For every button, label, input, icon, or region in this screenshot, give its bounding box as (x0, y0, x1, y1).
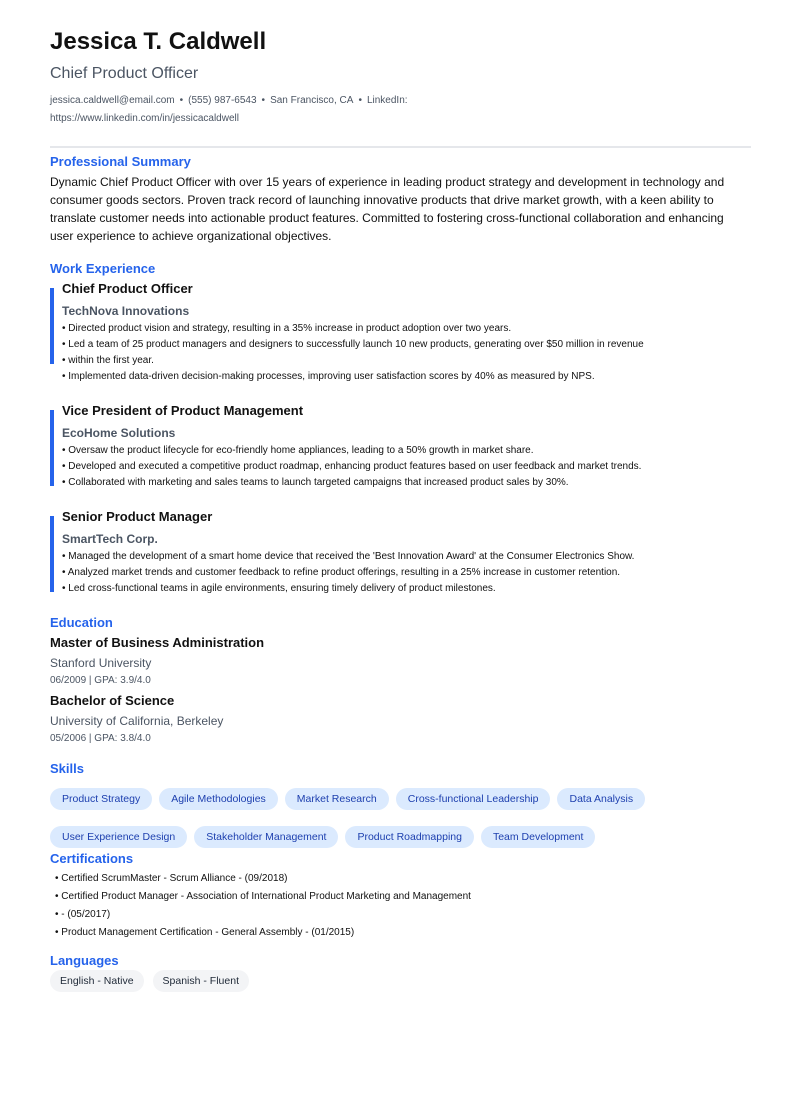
job-role: Chief Product Officer (62, 281, 193, 296)
job-role: Vice President of Product Management (62, 403, 304, 418)
skill-tag: Product Strategy (50, 788, 152, 810)
section-heading-experience: Work Experience (50, 261, 156, 276)
job-bullet: • Directed product vision and strategy, resulting in a 35% increase in product adoption over two years. (62, 323, 512, 334)
contact-email[interactable]: jessica.caldwell@email.com (50, 95, 175, 106)
contact-linkedin-link[interactable]: https://www.linkedin.com/in/jessicacaldwell (50, 113, 239, 124)
section-heading-education: Education (50, 615, 113, 630)
languages-list (50, 970, 751, 992)
separator-dot: • (358, 95, 362, 106)
language-tag: English - Native (50, 970, 144, 992)
section-heading-certifications: Certifications (50, 851, 134, 866)
job-bullet: • Managed the development of a smart home device that received the 'Best Innovation Award' at the Consumer Electronics Show. (62, 551, 635, 562)
education-degree: Bachelor of Science (50, 693, 175, 708)
certification-item: • Product Management Certification - General Assembly - (01/2015) (55, 927, 355, 938)
separator-dot: • (179, 95, 184, 106)
job-bullets (62, 549, 634, 597)
language-tag: Spanish - Fluent (153, 970, 249, 992)
certification-item: • Certified ScrumMaster - Scrum Alliance - (09/2018) (55, 873, 288, 884)
skill-tag: Market Research (285, 788, 389, 810)
skill-tag: Stakeholder Management (194, 826, 338, 848)
skill-tag: Team Development (481, 826, 595, 848)
certification-item: • Certified Product Manager - Association of International Product Marketing and Management (55, 891, 471, 902)
job-bullets (62, 443, 641, 491)
skill-tag: Cross-functional Leadership (396, 788, 551, 810)
job-bullet: • within the first year. (62, 355, 154, 366)
section-heading-summary: Professional Summary (50, 154, 191, 169)
skill-tag: Data Analysis (557, 788, 645, 810)
job-accent-bar (50, 410, 54, 486)
job-bullet: • Implemented data-driven decision-making processes, improving user satisfaction scores by 40% as measured by NPS. (62, 371, 595, 382)
job-bullet: • Analyzed market trends and customer feedback to refine product offerings, resulting in a 25% increase in customer retention. (62, 567, 621, 578)
header-divider (50, 146, 751, 148)
contact-phone[interactable]: (555) 987-6543 (188, 95, 257, 106)
contact-linkedin-label: LinkedIn: (366, 95, 408, 106)
job-bullet: • Collaborated with marketing and sales teams to launch targeted campaigns that increased product sales by 30%. (62, 477, 569, 488)
job-bullet: • Oversaw the product lifecycle for eco-friendly home appliances, leading to a 50% growth in market share. (62, 445, 534, 456)
job-bullets (62, 321, 644, 385)
skill-tag: Agile Methodologies (159, 788, 278, 810)
certification-item: • - (05/2017) (55, 909, 111, 920)
education-school: Stanford University (50, 656, 152, 670)
section-heading-skills: Skills (50, 761, 84, 776)
job-company: EcoHome Solutions (62, 426, 176, 440)
job-bullet: • Led cross-functional teams in agile environments, ensuring timely delivery of product milestones. (62, 583, 496, 594)
skills-list (50, 788, 751, 848)
education-degree: Master of Business Administration (50, 635, 265, 650)
skill-tag: Product Roadmapping (345, 826, 473, 848)
job-accent-bar (50, 288, 54, 364)
section-heading-languages: Languages (50, 953, 119, 968)
job-company: TechNova Innovations (62, 304, 190, 318)
candidate-name: Jessica T. Caldwell (50, 28, 267, 55)
candidate-title: Chief Product Officer (50, 65, 199, 82)
job-role: Senior Product Manager (62, 509, 213, 524)
job-company: SmartTech Corp. (62, 532, 158, 546)
education-school: University of California, Berkeley (50, 714, 224, 728)
job-bullet: • Led a team of 25 product managers and designers to successfully launch 10 new products, generating over $50 million in revenue (62, 339, 644, 350)
skill-tag: User Experience Design (50, 826, 187, 848)
contact-location: San Francisco, CA (270, 95, 354, 106)
summary-text: Dynamic Chief Product Officer with over 15 years of experience in leading product strategy and development in technology and consumer goods sectors. Proven track record of launching innovative products that drive market growth, with a keen ability to translate customer needs into actionable product features. Committed to fostering cross-functional collaboration and enhancing user experience to achieve organizational objectives. (50, 175, 725, 243)
separator-dot: • (261, 95, 266, 106)
job-accent-bar (50, 516, 54, 592)
job-bullet: • Developed and executed a competitive product roadmap, enhancing product features based on user feedback and market trends. (62, 461, 642, 472)
contact-info (50, 92, 470, 128)
certifications-list (55, 870, 471, 942)
education-meta: 06/2009 | GPA: 3.9/4.0 (50, 675, 151, 686)
education-meta: 05/2006 | GPA: 3.8/4.0 (50, 733, 151, 744)
